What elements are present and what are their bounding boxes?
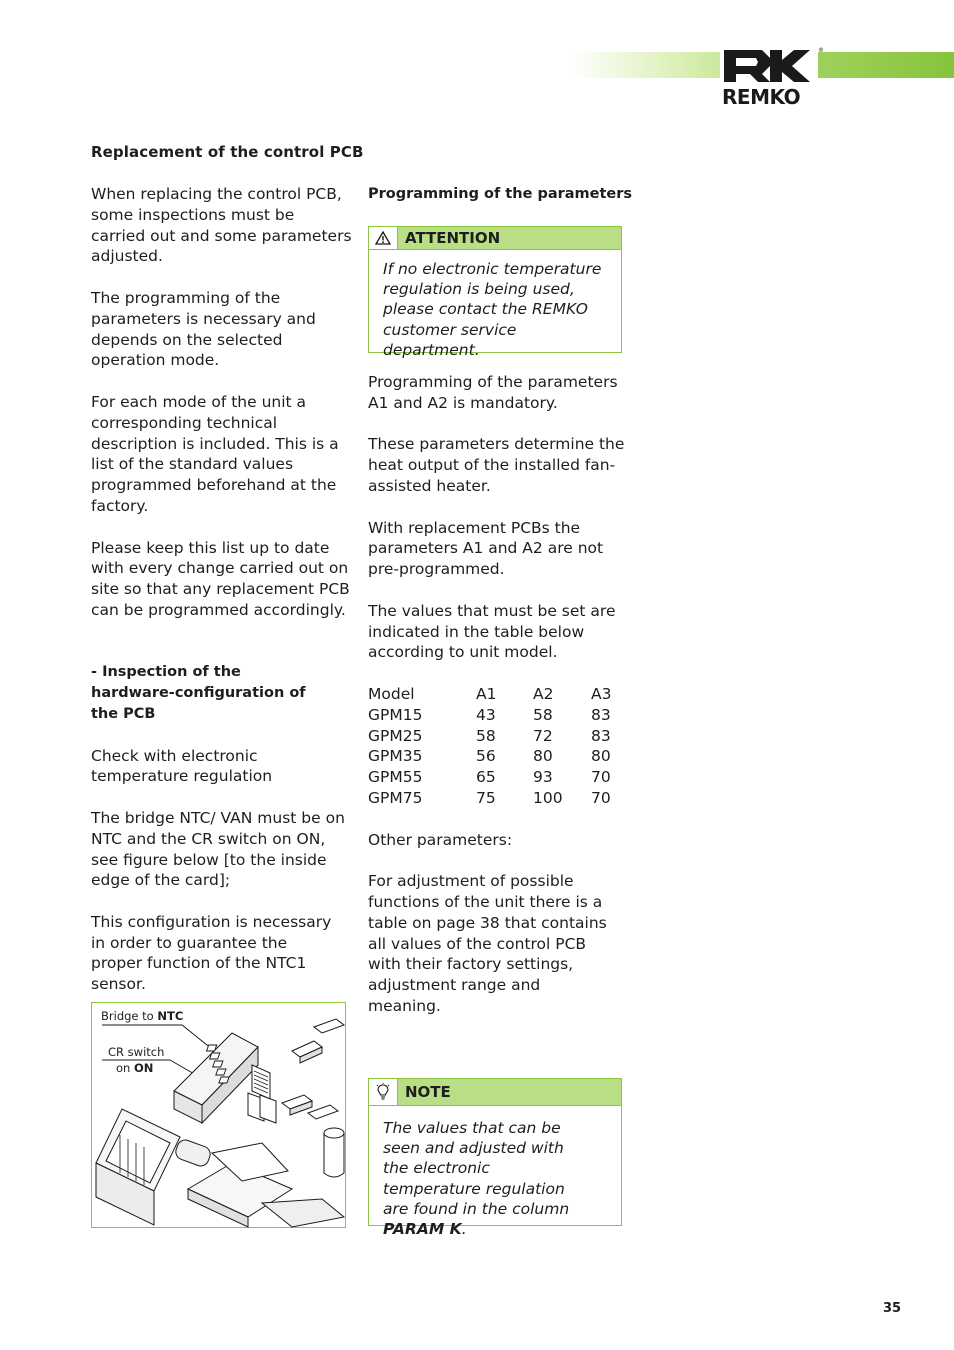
attention-text: If no electronic temperature regulation is being used, please contact the REMKO customer service department. xyxy=(383,260,602,359)
table-row xyxy=(368,746,621,767)
table-row xyxy=(368,767,621,788)
cell-model: GPM35 xyxy=(368,747,423,766)
cell-a2: 72 xyxy=(533,726,553,745)
left-paragraph-3: For each mode of the unit a corresponding technical description is included. This is a list of the standard values programmed beforehand at the factory. xyxy=(91,392,339,515)
table-row xyxy=(368,705,621,726)
cr-switch-label: CR switch xyxy=(108,1045,165,1059)
cell-model: GPM25 xyxy=(368,726,423,745)
right-paragraph-5: Other parameters: xyxy=(368,830,513,849)
programming-heading: Programming of the parameters xyxy=(368,186,633,202)
note-text: The values that can be seen and adjusted with the electronic temperature regulation are found in the column PARAM K. xyxy=(383,1119,570,1239)
right-paragraph-1: Programming of the parameters A1 and A2 is mandatory. xyxy=(368,373,618,412)
cell-a2: 58 xyxy=(533,705,553,724)
cell-a3: 70 xyxy=(591,788,611,807)
cr-switch-on-label: on ON xyxy=(116,1061,154,1075)
header-a1: A1 xyxy=(476,684,497,703)
cell-a2: 80 xyxy=(533,747,553,766)
cell-model: GPM55 xyxy=(368,768,423,787)
header-a3: A3 xyxy=(591,684,612,703)
cell-a1: 56 xyxy=(476,747,496,766)
right-column-body xyxy=(368,372,628,1017)
cell-a1: 75 xyxy=(476,788,496,807)
attention-title: ATTENTION xyxy=(405,229,501,247)
right-paragraph-4: The values that must be set are indicated in the table below according to unit model. xyxy=(368,601,616,662)
warning-triangle-icon xyxy=(369,227,398,249)
table-row xyxy=(368,788,621,809)
pcb-figure xyxy=(91,1002,346,1228)
lightbulb-icon xyxy=(369,1079,398,1105)
brand-name: REMKO xyxy=(722,85,801,109)
cell-model: GPM75 xyxy=(368,788,423,807)
cell-a1: 58 xyxy=(476,726,496,745)
cell-a3: 80 xyxy=(591,747,611,766)
cell-model: GPM15 xyxy=(368,705,423,724)
left-paragraph-5: Check with electronic temperature regulation xyxy=(91,746,273,786)
cell-a3: 83 xyxy=(591,726,611,745)
section-title: Replacement of the control PCB xyxy=(91,143,364,161)
note-box xyxy=(368,1078,622,1239)
registered-mark: ® xyxy=(818,47,824,54)
left-column xyxy=(91,184,353,995)
table-row xyxy=(368,726,621,747)
cell-a3: 83 xyxy=(591,705,611,724)
parameter-table xyxy=(368,684,621,809)
left-paragraph-7: This configuration is necessary in order to guarantee the proper function of the NTC1 sensor. xyxy=(91,912,332,994)
left-paragraph-2: The programming of the parameters is necessary and depends on the selected operation mode. xyxy=(91,288,316,370)
cell-a2: 100 xyxy=(533,788,563,807)
param-k-label: PARAM K xyxy=(383,1220,462,1239)
left-paragraph-4: Please keep this list up to date with every change carried out on site so that any replacement PCB can be programmed accordingly. xyxy=(91,538,350,619)
attention-box xyxy=(368,226,622,359)
attention-header xyxy=(369,227,621,250)
cell-a1: 65 xyxy=(476,768,496,787)
right-paragraph-3: With replacement PCBs the parameters A1 and A2 are not pre-programmed. xyxy=(368,518,604,579)
pcb-illustration xyxy=(92,1003,345,1227)
left-paragraph-6: The bridge NTC/ VAN must be on NTC and the CR switch on ON, see figure below [to the inside edge of the card]; xyxy=(91,808,345,890)
cell-a2: 93 xyxy=(533,768,553,787)
inspection-heading: - Inspection of the hardware-configuration of the PCB xyxy=(91,664,306,722)
bridge-label: Bridge to NTC xyxy=(101,1009,184,1023)
left-paragraph-1: When replacing the control PCB, some inspections must be carried out and some parameters adjusted. xyxy=(91,185,352,266)
table-header-row xyxy=(368,684,621,705)
right-paragraph-6: For adjustment of possible functions of the unit there is a table on page 38 that contains all values of the control PCB with their factory settings, adjustment range and meaning. xyxy=(368,872,607,1015)
note-title: NOTE xyxy=(405,1083,451,1101)
note-header xyxy=(369,1079,621,1106)
right-paragraph-2: These parameters determine the heat output of the installed fan-assisted heater. xyxy=(368,435,625,495)
header-a2: A2 xyxy=(533,684,554,703)
cell-a1: 43 xyxy=(476,705,496,724)
remko-logo xyxy=(718,44,822,108)
page-number: 35 xyxy=(883,1301,902,1316)
header-model: Model xyxy=(368,684,415,703)
cell-a3: 70 xyxy=(591,768,611,787)
